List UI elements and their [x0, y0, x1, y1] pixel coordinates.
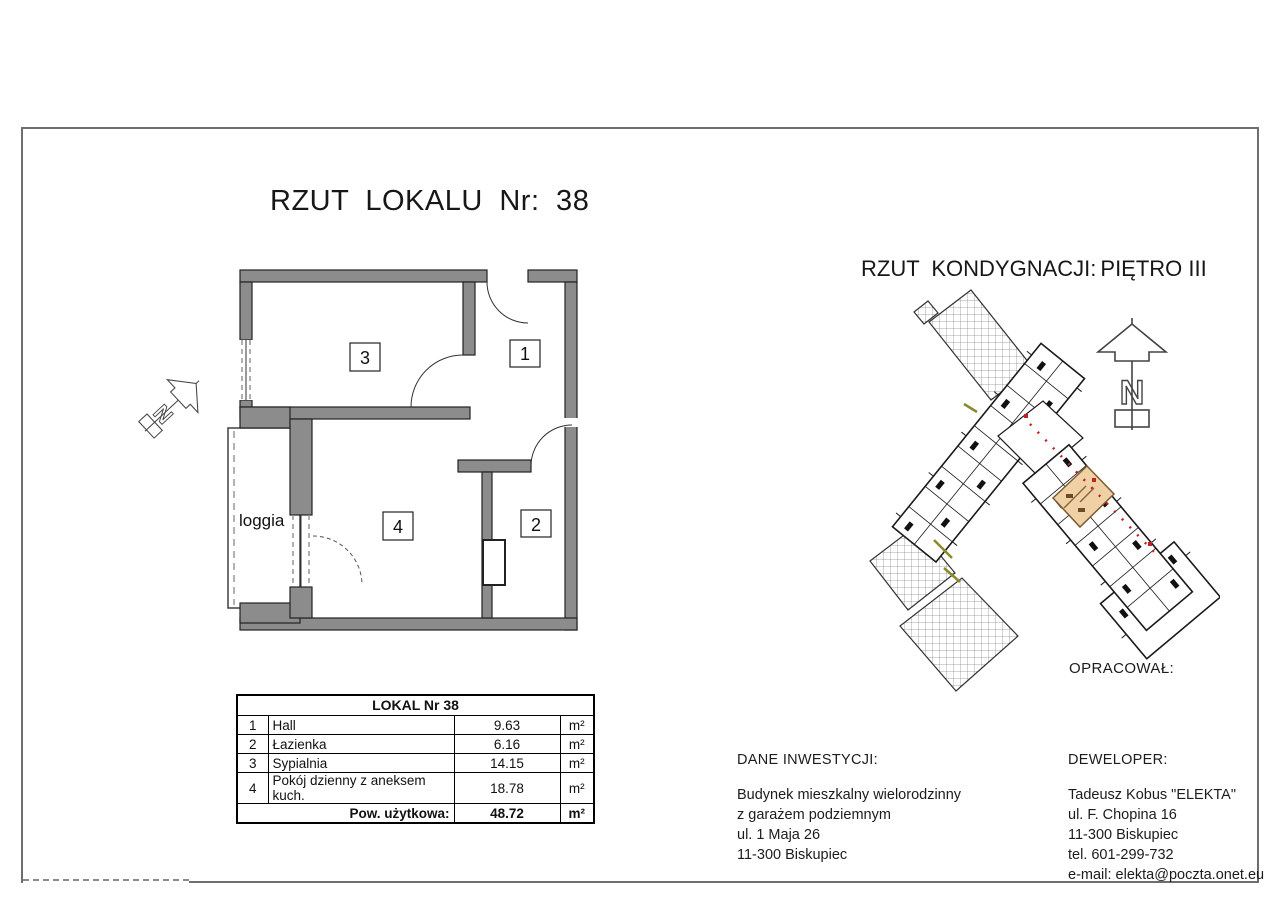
investment-line: Budynek mieszkalny wielorodzinny [737, 787, 962, 803]
investment-info [737, 750, 961, 865]
developer-line: 11-300 Biskupiec [1068, 827, 1179, 843]
apartment-floor-plan [225, 255, 595, 645]
compass-letter: N [148, 399, 178, 429]
compass-letter: N [1119, 374, 1145, 412]
page-title: RZUT LOKALU Nr: 38 [270, 185, 590, 217]
table-row [237, 716, 594, 735]
table-row [237, 735, 594, 754]
total-unit: m² [560, 804, 594, 824]
table-total-row [237, 804, 594, 824]
table-row [237, 773, 594, 804]
room-label-2: 2 [530, 515, 542, 535]
row-no: 2 [237, 735, 268, 754]
investment-line: 11-300 Biskupiec [737, 847, 848, 863]
room-label-3: 3 [359, 348, 371, 368]
row-unit: m² [560, 735, 594, 754]
row-area: 14.15 [454, 754, 560, 773]
row-unit: m² [560, 754, 594, 773]
row-no: 4 [237, 773, 268, 804]
developer-info [1068, 750, 1264, 885]
row-name: Hall [268, 716, 454, 735]
row-unit: m² [560, 716, 594, 735]
row-unit: m² [560, 773, 594, 804]
developer-line: tel. 601-299-732 [1068, 847, 1174, 863]
developer-heading: DEWELOPER: [1068, 752, 1168, 768]
developer-line: ul. F. Chopina 16 [1068, 807, 1177, 823]
loggia-label: loggia [239, 511, 285, 530]
floor-plan-title-prefix: RZUT KONDYGNACJI: [861, 256, 1097, 281]
row-name: Pokój dzienny z aneksem kuch. [268, 773, 454, 804]
row-area: 18.78 [454, 773, 560, 804]
row-name: Sypialnia [268, 754, 454, 773]
investment-heading: DANE INWESTYCJI: [737, 752, 878, 768]
room-label-1: 1 [519, 344, 531, 364]
developer-line: e-mail: elekta@poczta.onet.eu [1068, 867, 1265, 883]
north-arrow-icon [1098, 318, 1166, 430]
table-row [237, 754, 594, 773]
north-arrow-icon [122, 352, 218, 456]
building-floor-plan [848, 286, 1220, 710]
frame-dashed-border [23, 879, 189, 881]
area-table [236, 694, 595, 824]
row-area: 6.16 [454, 735, 560, 754]
row-no: 3 [237, 754, 268, 773]
investment-line: ul. 1 Maja 26 [737, 827, 821, 843]
floor-plan-title [861, 256, 1207, 282]
total-label: Pow. użytkowa: [237, 804, 454, 824]
row-area: 9.63 [454, 716, 560, 735]
developer-line: Tadeusz Kobus "ELEKTA" [1068, 787, 1237, 803]
row-no: 1 [237, 716, 268, 735]
prepared-by-label: OPRACOWAŁ: [1069, 660, 1175, 677]
area-table-header: LOKAL Nr 38 [237, 695, 594, 716]
room-label-4: 4 [392, 517, 404, 537]
investment-line: z garażem podziemnym [737, 807, 891, 823]
row-name: Łazienka [268, 735, 454, 754]
total-value: 48.72 [454, 804, 560, 824]
floor-plan-title-floor: PIĘTRO III [1100, 256, 1207, 281]
